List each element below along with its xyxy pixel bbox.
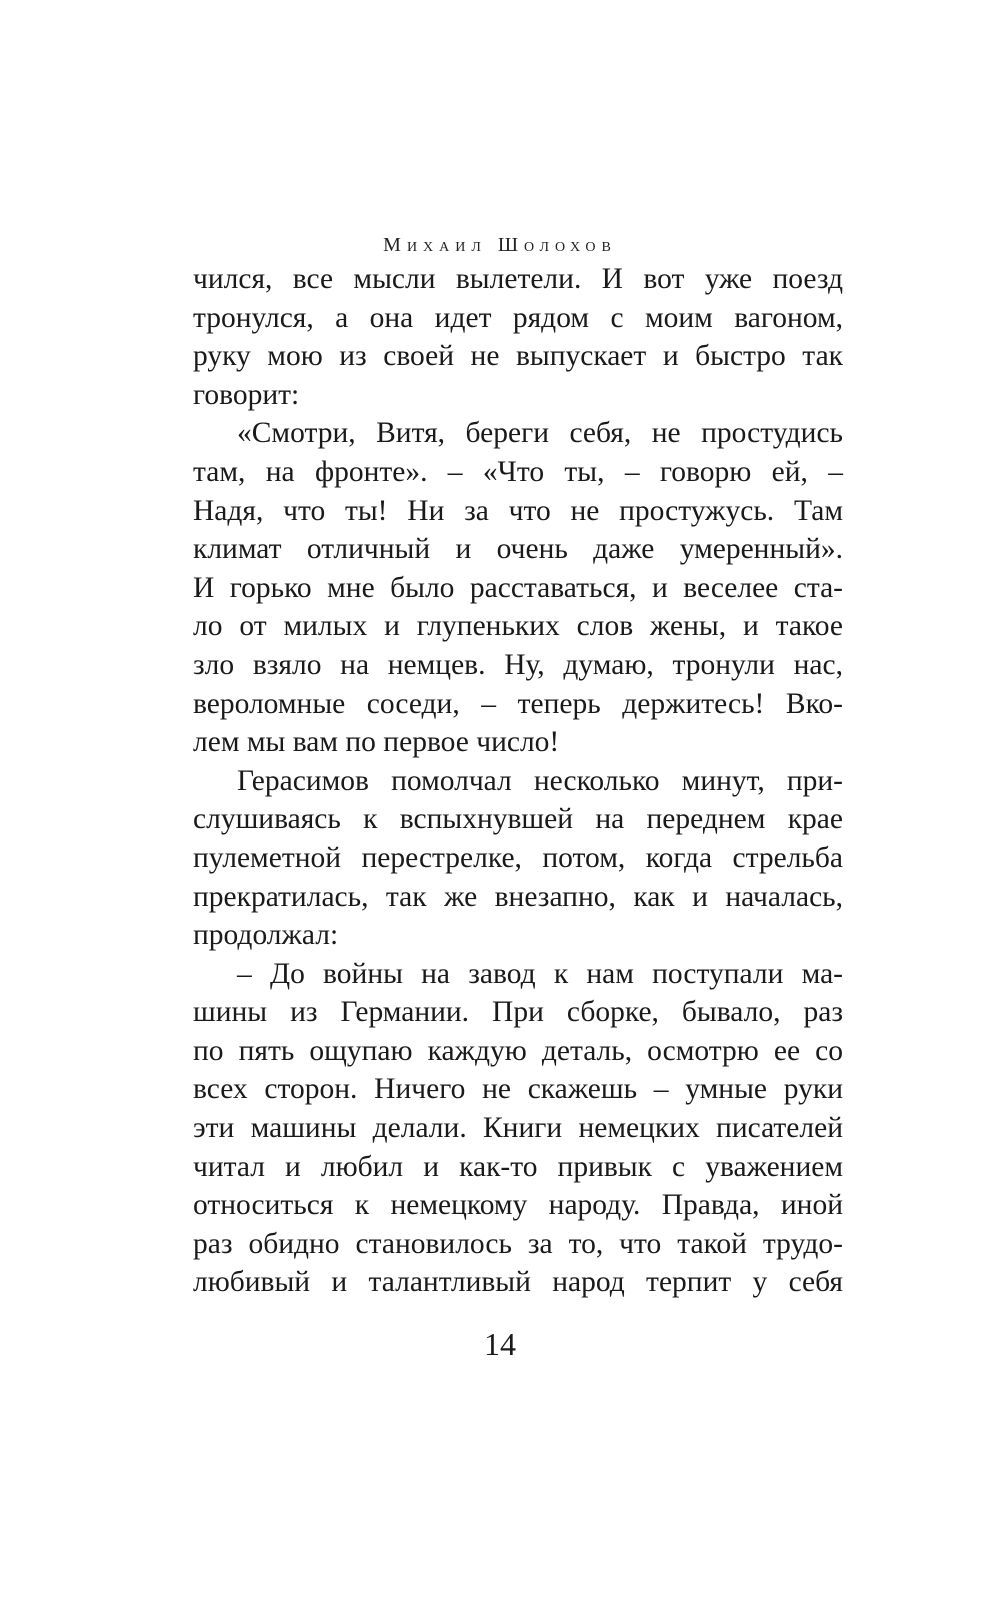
text-line: читал и любил и как-то привык с уважением xyxy=(193,1150,843,1183)
text-line: Надя, что ты! Ни за что не простужусь. Там xyxy=(193,494,843,527)
text-line: – До войны на завод к нам поступали ма- xyxy=(237,957,843,990)
text-line: руку мою из своей не выпускает и быстро так xyxy=(193,340,843,373)
text-line: И горько мне было расставаться, и веселее ста- xyxy=(193,571,843,604)
text-line: климат отличный и очень даже умеренный». xyxy=(193,533,843,566)
text-line: относиться к немецкому народу. Правда, иной xyxy=(193,1189,843,1222)
text-line: лем мы вам по первое число! xyxy=(193,726,560,759)
text-line: пулеметной перестрелке, потом, когда стрельба xyxy=(193,841,843,874)
body-text xyxy=(193,260,843,1302)
text-line: эти машины делали. Книги немецких писателей xyxy=(193,1112,843,1145)
text-line: там, на фронте». – «Что ты, – говорю ей, – xyxy=(193,455,843,488)
text-line: слушиваясь к вспыхнувшей на переднем крае xyxy=(193,803,843,836)
text-line: тронулся, а она идет рядом с моим вагоном, xyxy=(193,301,843,334)
text-line: по пять ощупаю каждую деталь, осмотрю ее со xyxy=(193,1034,843,1067)
text-line: чился, все мысли вылетели. И вот уже поезд xyxy=(193,263,843,295)
text-line: прекратилась, так же внезапно, как и началась, xyxy=(193,880,843,913)
text-line: говорит: xyxy=(193,378,300,411)
text-line: любивый и талантливый народ терпит у себя xyxy=(193,1266,843,1299)
text-line: вероломные соседи, – теперь держитесь! Вко- xyxy=(193,687,843,720)
text-line: шины из Германии. При сборке, бывало, раз xyxy=(193,996,843,1029)
text-line: продолжал: xyxy=(193,919,339,952)
text-line: ло от милых и глупеньких слов жены, и такое xyxy=(193,610,843,643)
text-line: всех сторон. Ничего не скажешь – умные руки xyxy=(193,1073,843,1106)
running-head-author: Михаил Шолохов xyxy=(383,234,617,256)
text-line: зло взяло на немцев. Ну, думаю, тронули нас, xyxy=(193,648,843,681)
text-line: раз обидно становилось за то, что такой трудо- xyxy=(193,1227,843,1260)
text-line: «Смотри, Витя, береги себя, не простудись xyxy=(237,417,843,450)
text-line: Герасимов помолчал несколько минут, при- xyxy=(237,764,843,797)
page-number: 14 xyxy=(484,1326,516,1362)
